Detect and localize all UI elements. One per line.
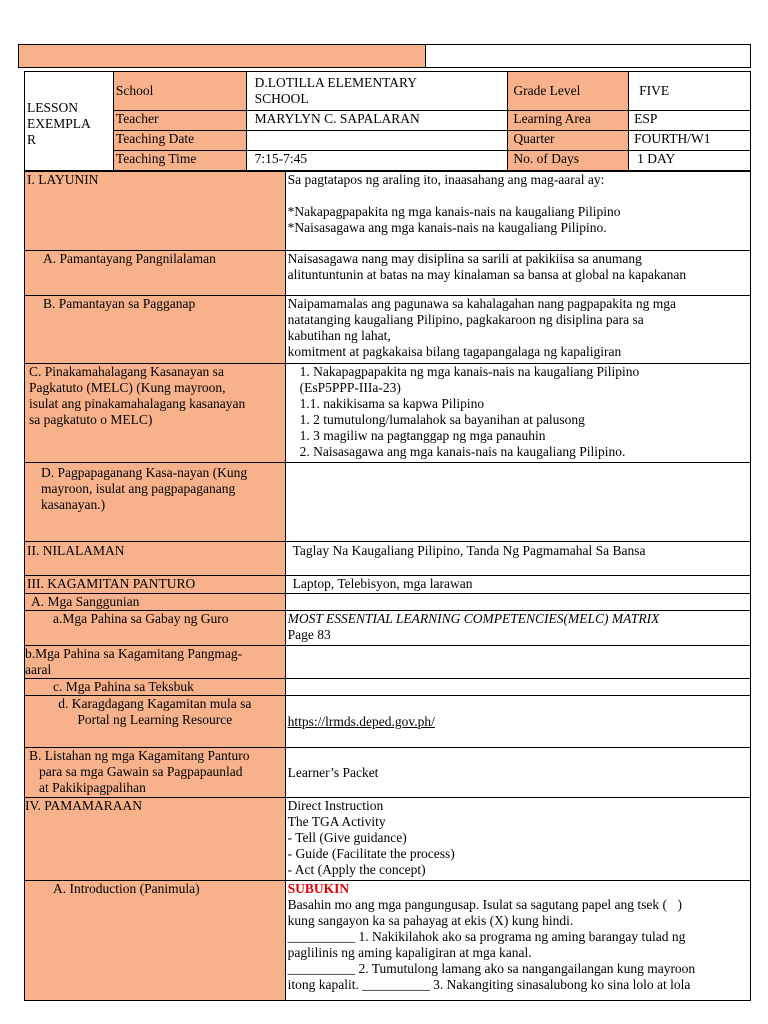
melc-content: 1. Nakapagpapakita ng mga kanais-nais na kaugaliang Pilipino (EsP5PPP-IIIa-23) 1.1. nakikisama sa kapwa Pilipino 1. 2 tumutulong/lumalahok sa bayanihan at palusong 1. 3 magiliw na pagtanggap ng mga panauhin 2. Naisasagawa ang mga kanais-nais na kaugaliang Pilipino. <box>285 364 750 463</box>
nilalaman-label: II. NILALAMAN <box>25 542 286 576</box>
teacher-label: Teacher <box>113 111 246 131</box>
lesson-exemplar-label: LESSON EXEMPLA R <box>25 72 114 171</box>
listahan-label: B. Listahan ng mga Kagamitang Panturo para sa mga Gawain sa Pagpapaunlad at Pakikipagpalihan <box>25 748 286 798</box>
lrmds-link[interactable]: https://lrmds.deped.gov.ph/ <box>287 713 435 729</box>
pamantayan-pagganap-content: Naipamamalas ang pagunawa sa kahalagahan nang pagpapakita ng mga natatanging kaugaliang Pilipino, pagkakaroon ng disiplina para sa kabutihan ng lahat, komitment at pagkakaisa bilang tagapangalaga ng kapaligiran <box>285 296 750 364</box>
learning-area-label: Learning Area <box>508 111 629 131</box>
teaching-time-value: 7:15-7:45 <box>246 151 508 171</box>
subukin-heading: SUBUKIN <box>287 881 350 896</box>
teksbuk-label: c. Mga Pahina sa Teksbuk <box>25 679 286 696</box>
layunin-label: I. LAYUNIN <box>25 172 286 251</box>
pamantayan-pagganap-label: B. Pamantayan sa Pagganap <box>25 296 286 364</box>
lesson-body-table <box>24 171 751 1001</box>
teacher-value: MARYLYN C. SAPALARAN <box>246 111 508 131</box>
sanggunian-label: A. Mga Sanggunian <box>25 594 286 611</box>
pamantayang-pangnilalaman-label: A. Pamantayang Pangnilalaman <box>25 251 286 296</box>
pagpapaganang-content <box>285 463 750 542</box>
school-value: D.LOTILLA ELEMENTARY SCHOOL <box>246 72 508 111</box>
quarter-label: Quarter <box>508 131 629 151</box>
pamamaraan-label: IV. PAMAMARAAN <box>25 798 286 881</box>
kagamitan-label: III. KAGAMITAN PANTURO <box>25 576 286 594</box>
kagamitang-pangmag-aaral-content <box>285 646 750 679</box>
pamamaraan-content: Direct Instruction The TGA Activity - Tell (Give guidance) - Guide (Facilitate the process) - Act (Apply the concept) <box>285 798 750 881</box>
lesson-header-table <box>24 71 751 171</box>
melc-label: C. Pinakamahalagang Kasanayan sa Pagkatuto (MELC) (Kung mayroon, isulat ang pinakamahalagang kasanayan sa pagkatuto o MELC) <box>25 364 286 463</box>
nilalaman-content: Taglay Na Kaugaliang Pilipino, Tanda Ng Pagmamahal Sa Bansa <box>285 542 750 576</box>
teaching-time-label: Teaching Time <box>113 151 246 171</box>
learning-area-value: ESP <box>629 111 751 131</box>
teaching-date-value <box>246 131 508 151</box>
teksbuk-content <box>285 679 750 696</box>
school-label: School <box>113 72 246 111</box>
introduction-content: SUBUKIN Basahin mo ang mga pangungusap. Isulat sa sagutang papel ang tsek (⃒) kung sangayon ka sa pahayag at ekis (X) kung hindi. __________ 1. Nakikilahok ako sa programa ng aming barangay tulad ng paglilinis ng aming kapaligiran at mga kanal. __________ 2. Tumutulong lamang ako sa nangangailangan kung mayroon itong kapalit. __________ 3. Nakangiting sinasalubong ko sina lolo at lola <box>285 881 750 1001</box>
header-bar-right <box>425 44 751 68</box>
karagdagang-label: d. Karagdagang Kagamitan mula sa Portal ng Learning Resource <box>25 696 286 748</box>
pagpapaganang-label: D. Pagpapaganang Kasa-nayan (Kung mayroon, isulat ang pagpapaganang kasanayan.) <box>25 463 286 542</box>
no-of-days-value: 1 DAY <box>629 151 751 171</box>
kagamitan-content: Laptop, Telebisyon, mga larawan <box>285 576 750 594</box>
layunin-content: Sa pagtatapos ng araling ito, inaasahang ang mag-aaral ay: *Nakapagpapakita ng mga kanais-nais na kaugaliang Pilipino *Naisasagawa ang mga kanais-nais na kaugaliang Pilipino. <box>285 172 750 251</box>
grade-level-value: FIVE <box>629 72 751 111</box>
header-bar-left <box>18 44 426 68</box>
no-of-days-label: No. of Days <box>508 151 629 171</box>
gabay-guro-content: MOST ESSENTIAL LEARNING COMPETENCIES(MELC) MATRIX Page 83 <box>285 611 750 646</box>
introduction-label: A. Introduction (Panimula) <box>25 881 286 1001</box>
quarter-value: FOURTH/W1 <box>629 131 751 151</box>
karagdagang-content <box>285 696 750 748</box>
gabay-guro-label: a.Mga Pahina sa Gabay ng Guro <box>25 611 286 646</box>
listahan-content: Learner’s Packet <box>285 748 750 798</box>
grade-level-label: Grade Level <box>508 72 629 111</box>
sanggunian-content <box>285 594 750 611</box>
teaching-date-label: Teaching Date <box>113 131 246 151</box>
pamantayang-pangnilalaman-content: Naisasagawa nang may disiplina sa sarili at pakikiisa sa anumang alituntuntunin at batas na may kinalaman sa bansa at global na kapakanan <box>285 251 750 296</box>
kagamitang-pangmag-aaral-label: b.Mga Pahina sa Kagamitang Pangmag- aaral <box>25 646 286 679</box>
